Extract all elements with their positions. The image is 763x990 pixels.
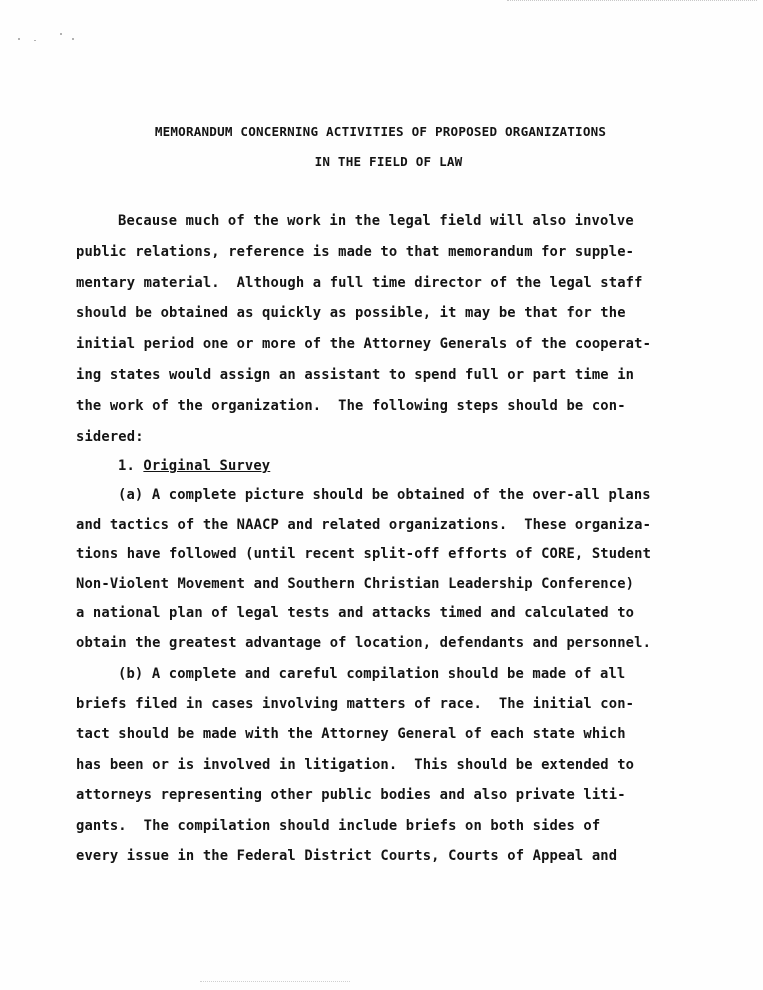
para-b-line: gants. The compilation should include briefs on both sides of [76,818,601,834]
para-a-line: a national plan of legal tests and attacks timed and calculated to [76,605,635,621]
memo-title-line-2: IN THE FIELD OF LAW [314,154,463,169]
para-a-line: (a) A complete picture should be obtained of the over-all plans [118,487,651,503]
para-b-line: every issue in the Federal District Courts, Courts of Appeal and [76,848,618,864]
para-b-line: has been or is involved in litigation. This should be extended to [76,757,635,773]
intro-line: sidered: [76,429,144,445]
para-b-line: briefs filed in cases involving matters of race. The initial con- [76,696,635,712]
para-b-line: attorneys representing other public bodies and also private liti- [76,787,626,803]
intro-line: Because much of the work in the legal field will also involve [118,213,634,229]
scan-artifact [507,0,757,1]
scan-artifact [200,981,350,982]
intro-line: public relations, reference is made to that memorandum for supple- [76,244,635,260]
intro-line: initial period one or more of the Attorney Generals of the cooperat- [76,336,652,352]
para-a-line: Non-Violent Movement and Southern Christian Leadership Conference) [76,576,635,592]
memo-title-line-1: MEMORANDUM CONCERNING ACTIVITIES OF PROPOSED ORGANIZATIONS [154,124,607,139]
para-b-line: tact should be made with the Attorney General of each state which [76,726,626,742]
section-number: 1. [118,458,135,474]
scan-speck [34,40,36,41]
intro-line: should be obtained as quickly as possible, it may be that for the [76,305,626,321]
section-title: Original Survey [143,458,271,474]
intro-line: ing states would assign an assistant to spend full or part time in [76,367,635,383]
intro-line: mentary material. Although a full time director of the legal staff [76,275,643,291]
scan-speck [18,38,20,40]
para-a-line: tions have followed (until recent split-off efforts of CORE, Student [76,546,652,562]
scan-speck [60,33,62,35]
para-a-line: and tactics of the NAACP and related organizations. These organiza- [76,517,652,533]
section-heading [118,458,270,474]
scan-speck [72,38,74,40]
intro-line: the work of the organization. The following steps should be con- [76,398,626,414]
para-b-line: (b) A complete and careful compilation should be made of all [118,666,626,682]
para-a-line: obtain the greatest advantage of location, defendants and personnel. [76,635,652,651]
